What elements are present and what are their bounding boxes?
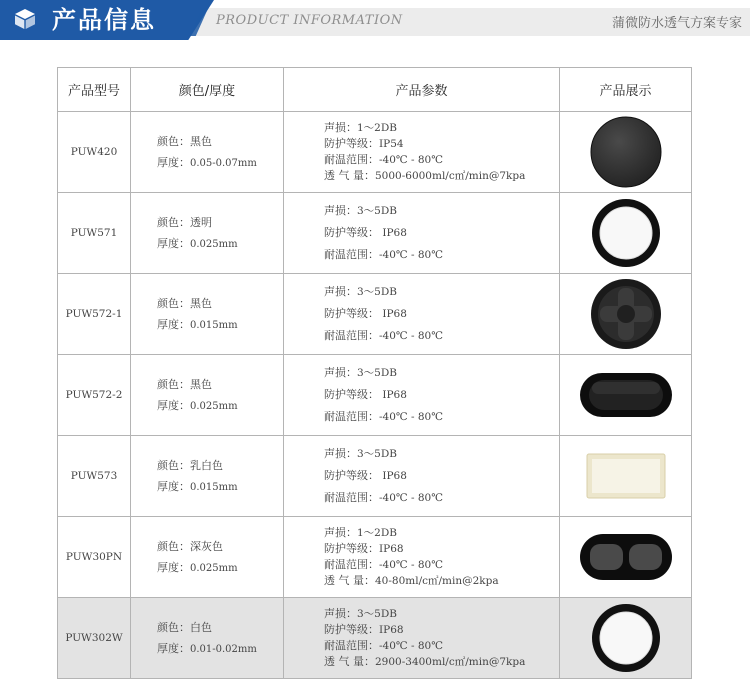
param-label: 耐温范围： [324,153,379,166]
param-line [324,303,559,325]
param-line [324,557,559,573]
cell-model [58,436,131,517]
param-label: 防护等级： [324,388,379,401]
param-value: -40℃ - 80℃ [379,492,443,504]
param-label: 防护等级： [324,542,379,555]
table-row [58,355,692,436]
param-value: 3～5DB [357,367,397,379]
column-header-params: 产品参数 [284,68,560,112]
param-label: 声损： [324,447,357,460]
product-image [588,304,664,323]
cell-model [58,112,131,193]
cell-color-thickness [131,274,284,355]
param-value: IP68 [379,543,404,555]
table-header-row [58,68,692,112]
color-line [157,293,283,314]
param-line [324,541,559,557]
param-value: 3～5DB [357,448,397,460]
param-value: -40℃ - 80℃ [379,640,443,652]
model-number: PUW572-1 [65,308,123,320]
param-label: 耐温范围： [324,558,379,571]
param-value: IP68 [379,624,404,636]
param-label: 耐温范围： [324,248,379,261]
param-label: 声损： [324,607,357,620]
color-line [157,212,283,233]
cell-product-image [560,598,692,679]
param-line [324,168,559,184]
param-line [324,222,559,244]
param-value: 40-80ml/c㎡/min@2kpa [375,575,499,587]
param-value: 1～2DB [357,122,397,134]
cell-product-image [560,517,692,598]
table-row [58,598,692,679]
param-line [324,152,559,168]
param-line [324,487,559,509]
param-label: 声损： [324,285,357,298]
cell-params [284,598,560,679]
param-line [324,281,559,303]
param-line [324,406,559,428]
thickness-line [157,476,283,498]
param-label: 声损： [324,121,357,134]
cell-product-image [560,436,692,517]
cell-model [58,355,131,436]
column-header-model: 产品型号 [58,68,131,112]
param-label: 透 气 量： [324,574,375,587]
param-line [324,325,559,347]
color-line [157,455,283,476]
color-line [157,131,283,152]
model-number: PUW571 [70,227,118,239]
cell-product-image [560,274,692,355]
brand-tagline: 蒲微防水透气方案专家 [611,16,742,31]
thickness-value: 0.025mm [190,400,238,412]
param-line [324,200,559,222]
param-line [324,120,559,136]
model-number: PUW420 [70,146,118,158]
color-label: 颜色： [157,215,190,229]
param-line [324,362,559,384]
thickness-value: 0.025mm [190,238,238,250]
param-line [324,638,559,654]
cell-color-thickness [131,112,284,193]
model-number: PUW573 [70,470,118,482]
param-line [324,384,559,406]
param-value: -40℃ - 80℃ [379,559,443,571]
cell-params [284,436,560,517]
product-image [588,628,664,647]
thickness-label: 厚度： [157,479,190,493]
product-image [585,466,667,485]
product-image [588,223,664,242]
param-value: IP54 [379,138,404,150]
param-line [324,465,559,487]
param-label: 防护等级： [324,307,379,320]
color-label: 颜色： [157,539,190,553]
param-value: -40℃ - 80℃ [379,411,443,423]
param-label: 防护等级： [324,137,379,150]
table-row [58,517,692,598]
param-line [324,525,559,541]
param-value: 2900-3400ml/c㎡/min@7kpa [375,656,526,668]
table-row [58,112,692,193]
cell-params [284,517,560,598]
color-line [157,617,283,638]
table-row [58,274,692,355]
param-line [324,606,559,622]
table-row [58,436,692,517]
cell-color-thickness [131,355,284,436]
cell-product-image [560,355,692,436]
param-line [324,622,559,638]
param-line [324,244,559,266]
cell-params [284,193,560,274]
color-line [157,374,283,395]
param-line [324,573,559,589]
param-label: 防护等级： [324,226,379,239]
thickness-value: 0.05-0.07mm [190,157,257,169]
cell-params [284,274,560,355]
param-value: -40℃ - 80℃ [379,330,443,342]
color-label: 颜色： [157,134,190,148]
cell-model [58,274,131,355]
param-value: 3～5DB [357,205,397,217]
color-label: 颜色： [157,620,190,634]
thickness-label: 厚度： [157,560,190,574]
cell-params [284,355,560,436]
column-header-image: 产品展示 [560,68,692,112]
product-image [578,547,674,566]
color-label: 颜色： [157,296,190,310]
param-label: 声损： [324,526,357,539]
column-header-color-thickness: 颜色/厚度 [131,68,284,112]
page-subtitle-en: PRODUCT INFORMATION [216,13,403,28]
param-value: -40℃ - 80℃ [379,249,443,261]
thickness-line [157,395,283,417]
cell-color-thickness [131,193,284,274]
param-label: 耐温范围： [324,491,379,504]
param-value: IP68 [379,470,407,482]
model-number: PUW30PN [65,551,123,563]
param-label: 耐温范围： [324,410,379,423]
page-title: 产品信息 [52,6,156,34]
model-number: PUW302W [65,632,123,644]
param-line [324,654,559,670]
param-value: 5000-6000ml/c㎡/min@7kpa [375,170,526,182]
table-row [58,193,692,274]
thickness-label: 厚度： [157,317,190,331]
thickness-line [157,314,283,336]
cell-model [58,598,131,679]
header-banner [0,0,750,42]
thickness-value: 0.01-0.02mm [190,643,257,655]
color-value: 深灰色 [190,539,223,553]
color-value: 乳白色 [190,458,223,472]
color-line [157,536,283,557]
color-value: 白色 [190,620,212,634]
param-value: 3～5DB [357,286,397,298]
color-value: 黑色 [190,134,212,148]
param-value: IP68 [379,308,407,320]
param-line [324,136,559,152]
param-label: 声损： [324,204,357,217]
param-label: 防护等级： [324,623,379,636]
param-value: 3～5DB [357,608,397,620]
cell-product-image [560,193,692,274]
color-value: 黑色 [190,296,212,310]
thickness-line [157,152,283,174]
thickness-label: 厚度： [157,398,190,412]
param-label: 透 气 量： [324,655,375,668]
model-number: PUW572-2 [65,389,123,401]
param-label: 耐温范围： [324,329,379,342]
cell-params [284,112,560,193]
color-value: 透明 [190,215,212,229]
cell-color-thickness [131,436,284,517]
param-label: 声损： [324,366,357,379]
thickness-label: 厚度： [157,236,190,250]
thickness-line [157,557,283,579]
thickness-value: 0.025mm [190,562,238,574]
thickness-label: 厚度： [157,155,190,169]
product-table [57,67,692,679]
param-label: 透 气 量： [324,169,375,182]
param-label: 防护等级： [324,469,379,482]
param-value: IP68 [379,227,407,239]
param-value: IP68 [379,389,407,401]
cell-model [58,193,131,274]
color-value: 黑色 [190,377,212,391]
cell-color-thickness [131,517,284,598]
thickness-value: 0.015mm [190,481,238,493]
cell-model [58,517,131,598]
product-image [578,385,674,404]
product-image [588,142,664,161]
param-value: 1～2DB [357,527,397,539]
color-label: 颜色： [157,458,190,472]
thickness-line [157,233,283,255]
color-label: 颜色： [157,377,190,391]
cell-color-thickness [131,598,284,679]
thickness-value: 0.015mm [190,319,238,331]
param-line [324,443,559,465]
thickness-line [157,638,283,660]
param-value: -40℃ - 80℃ [379,154,443,166]
thickness-label: 厚度： [157,641,190,655]
cube-icon [14,8,36,30]
param-label: 耐温范围： [324,639,379,652]
cell-product-image [560,112,692,193]
